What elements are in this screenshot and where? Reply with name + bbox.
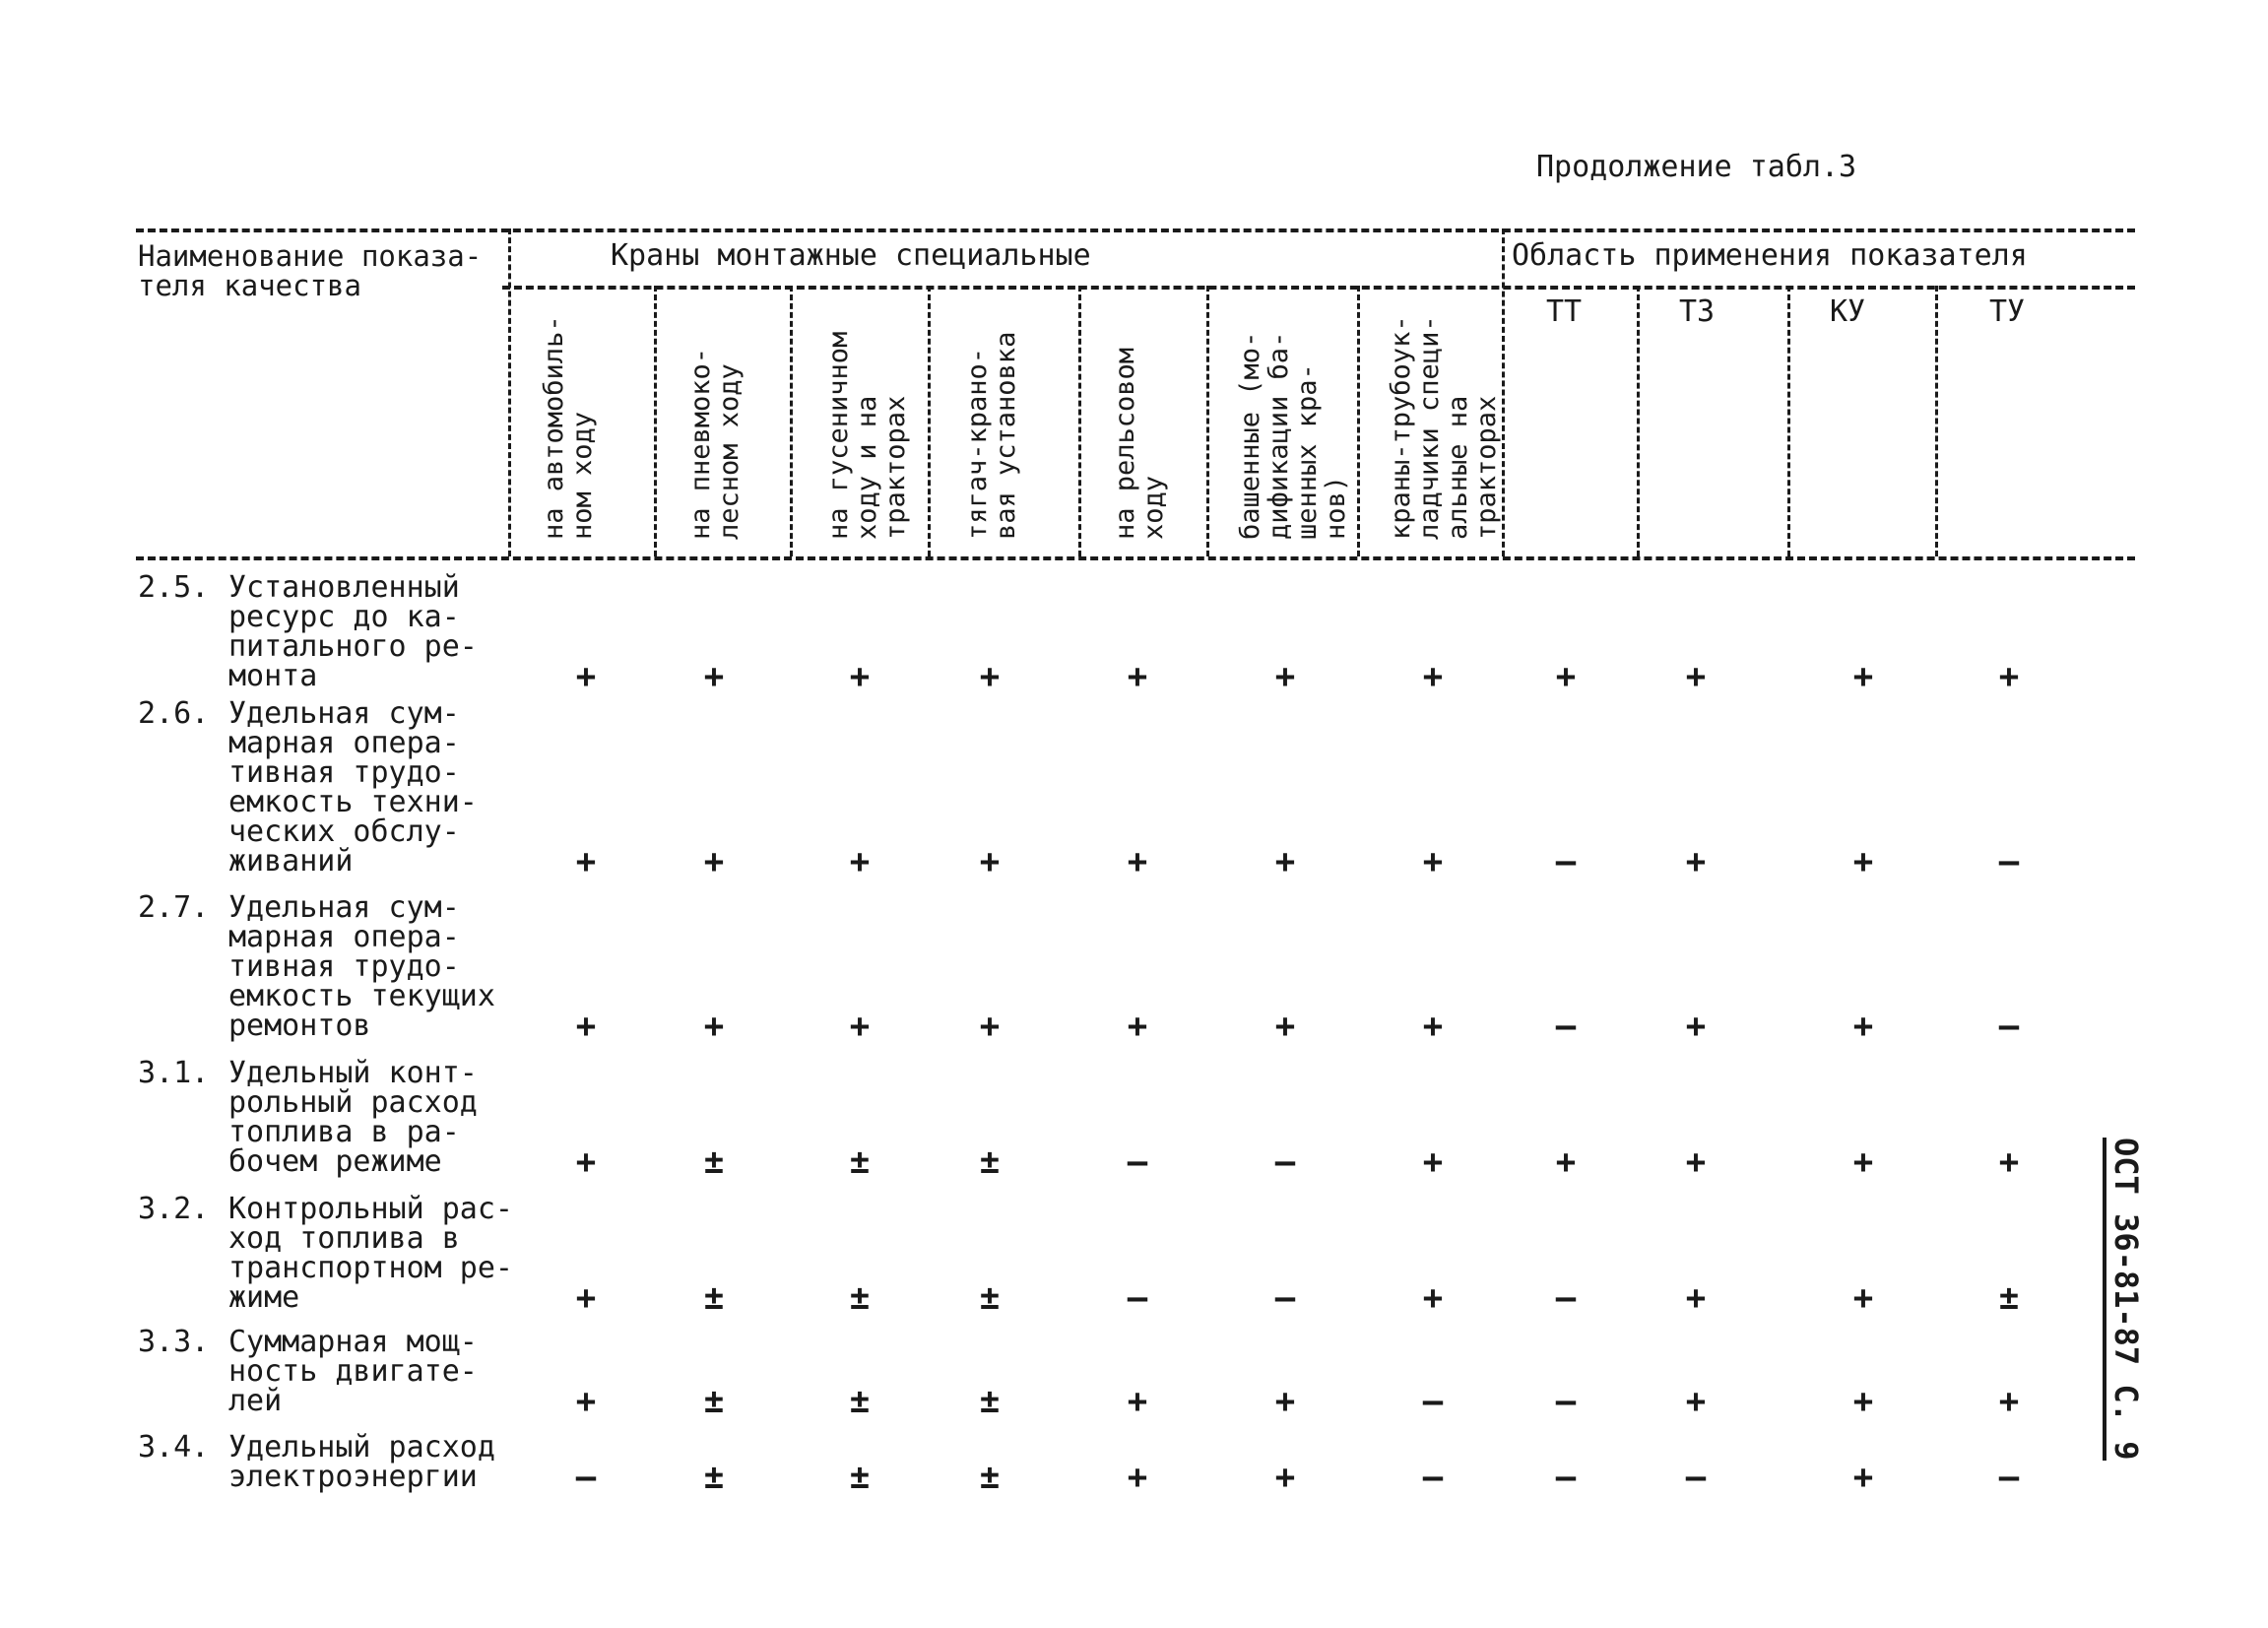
table-cell-mark: – [1555, 842, 1577, 881]
table-cell-mark: + [979, 657, 1001, 696]
table-cell-mark: + [1422, 842, 1444, 881]
table-cell-mark: – [1685, 1458, 1707, 1497]
table-cell-mark: + [1274, 1458, 1296, 1497]
table-cell-mark: + [1274, 1382, 1296, 1421]
table-cell-mark: + [703, 657, 725, 696]
table-cell-mark: + [1852, 1382, 1874, 1421]
row-number: 3.2. [138, 1192, 210, 1226]
col-divider [654, 286, 657, 556]
table-cell-mark: ± [979, 1458, 1001, 1497]
col-divider [1357, 286, 1360, 556]
table-cell-mark: + [1685, 842, 1707, 881]
row-label: Удельный расход электроэнергии [228, 1430, 495, 1494]
table-cell-mark: – [1998, 842, 2020, 881]
table-cell-mark: + [1422, 1142, 1444, 1182]
table-cell-mark: + [1555, 657, 1577, 696]
table-cell-mark: + [849, 1007, 871, 1046]
row-label: Удельный конт- рольный расход топлива в ра- бочем режиме [228, 1056, 478, 1179]
table-cell-mark: + [1127, 1382, 1148, 1421]
subheader-rule [502, 286, 2135, 290]
table-cell-mark: – [1127, 1278, 1148, 1318]
col-divider [1787, 286, 1790, 556]
col-divider [508, 228, 511, 556]
table-cell-mark: ± [703, 1382, 725, 1421]
table-cell-mark: – [1274, 1142, 1296, 1182]
table-cell-mark: + [1422, 1007, 1444, 1046]
table-cell-mark: – [1555, 1458, 1577, 1497]
col-divider [1502, 228, 1505, 556]
table-cell-mark: – [1555, 1382, 1577, 1421]
table-cell-mark: ± [849, 1382, 871, 1421]
table-cell-mark: + [575, 657, 597, 696]
header-name-column: Наименование показа- теля качества [138, 239, 483, 302]
table-cell-mark: + [1555, 1142, 1577, 1182]
col-divider [1935, 286, 1938, 556]
table-cell-mark: ± [1998, 1278, 2020, 1318]
row-number: 3.4. [138, 1430, 210, 1465]
table-cell-mark: ± [703, 1142, 725, 1182]
table-cell-mark: + [575, 1007, 597, 1046]
table-cell-mark: + [1852, 1142, 1874, 1182]
table-cell-mark: – [1555, 1007, 1577, 1046]
table-cell-mark: + [1274, 842, 1296, 881]
table-cell-mark: + [979, 1007, 1001, 1046]
table-cell-mark: ± [979, 1382, 1001, 1421]
table-cell-mark: + [1998, 657, 2020, 696]
table-cell-mark: ± [703, 1278, 725, 1318]
table-cell-mark: + [1852, 657, 1874, 696]
row-number: 3.3. [138, 1325, 210, 1359]
table-cell-mark: ± [703, 1458, 725, 1497]
table-cell-mark: + [575, 1382, 597, 1421]
table-cell-mark: ± [849, 1278, 871, 1318]
table-cell-mark: – [575, 1458, 597, 1497]
table-cell-mark: + [1852, 842, 1874, 881]
col-divider [928, 286, 931, 556]
table-cell-mark: + [1998, 1142, 2020, 1182]
row-number: 2.5. [138, 570, 210, 605]
table-cell-mark: – [1422, 1382, 1444, 1421]
table-cell-mark: + [1127, 1007, 1148, 1046]
table-cell-mark: + [1998, 1382, 2020, 1421]
table-cell-mark: + [1852, 1458, 1874, 1497]
col-divider [1078, 286, 1081, 556]
col-header-tu: ТУ [1989, 294, 2026, 329]
table-cell-mark: + [1852, 1278, 1874, 1318]
side-stamp: ОСТ 36-81-87 С. 9 [2103, 1138, 2142, 1461]
row-label: Удельная сум- марная опера- тивная трудо- емкость техни- ческих обслу- живаний [228, 696, 478, 879]
table-cell-mark: + [1422, 1278, 1444, 1318]
col-header-tt: ТТ [1546, 294, 1583, 329]
table-cell-mark: + [703, 1007, 725, 1046]
row-number: 3.1. [138, 1056, 210, 1090]
row-label: Установленный ресурс до ка- питального ре- монта [228, 570, 478, 693]
col-divider [1637, 286, 1640, 556]
table-caption: Продолжение табл.3 [1536, 150, 1857, 184]
table-cell-mark: + [1685, 1007, 1707, 1046]
table-cell-mark: ± [979, 1142, 1001, 1182]
table-top-rule [136, 228, 2135, 232]
col-divider [790, 286, 793, 556]
table-cell-mark: + [1685, 1278, 1707, 1318]
table-cell-mark: + [1422, 657, 1444, 696]
table-cell-mark: + [1685, 1142, 1707, 1182]
table-cell-mark: + [1127, 1458, 1148, 1497]
row-label: Удельная сум- марная опера- тивная трудо- емкость текущих ремонтов [228, 890, 495, 1043]
table-cell-mark: + [1274, 1007, 1296, 1046]
table-cell-mark: ± [849, 1142, 871, 1182]
table-cell-mark: – [1998, 1007, 2020, 1046]
table-cell-mark: – [1998, 1458, 2020, 1497]
table-cell-mark: – [1422, 1458, 1444, 1497]
table-cell-mark: + [1274, 657, 1296, 696]
header-group-area: Область применения показателя [1512, 238, 2028, 273]
table-cell-mark: + [575, 842, 597, 881]
col-header-tz: ТЗ [1679, 294, 1716, 329]
table-cell-mark: + [1127, 657, 1148, 696]
table-cell-mark: + [575, 1278, 597, 1318]
table-cell-mark: + [1685, 657, 1707, 696]
col-divider [1206, 286, 1209, 556]
header-group-cranes: Краны монтажные специальные [611, 238, 1091, 273]
header-bottom-rule [136, 556, 2135, 560]
table-cell-mark: ± [849, 1458, 871, 1497]
table-cell-mark: + [1685, 1382, 1707, 1421]
row-number: 2.7. [138, 890, 210, 925]
table-cell-mark: + [703, 842, 725, 881]
row-label: Контрольный рас- ход топлива в транспортном ре- жиме [228, 1192, 513, 1315]
row-label: Суммарная мощ- ность двигате- лей [228, 1325, 478, 1418]
table-cell-mark: + [849, 842, 871, 881]
table-cell-mark: – [1127, 1142, 1148, 1182]
table-cell-mark: ± [979, 1278, 1001, 1318]
table-cell-mark: + [1127, 842, 1148, 881]
table-cell-mark: + [575, 1142, 597, 1182]
table-cell-mark: + [979, 842, 1001, 881]
table-cell-mark: – [1274, 1278, 1296, 1318]
table-cell-mark: + [1852, 1007, 1874, 1046]
row-number: 2.6. [138, 696, 210, 731]
table-cell-mark: + [849, 657, 871, 696]
col-header-ku: КУ [1830, 294, 1866, 329]
table-cell-mark: – [1555, 1278, 1577, 1318]
